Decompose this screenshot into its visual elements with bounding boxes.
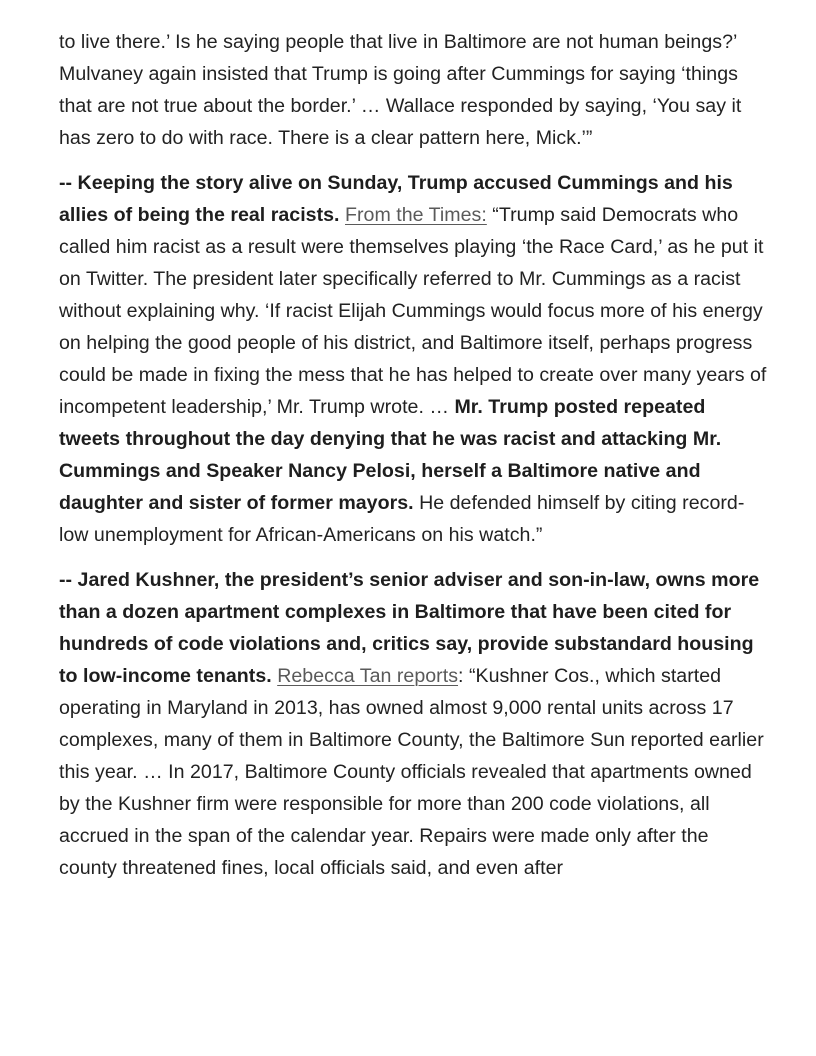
- article-body: [59, 26, 769, 897]
- rebecca-tan-reports-link[interactable]: Rebecca Tan reports: [277, 665, 459, 687]
- paragraph-text: “Trump said Democrats who called him racist as a result were themselves playing ‘the Race Card,’ as he put it on Twitter. The president later specifically referred to Mr. Cummings as a racist without explaining why. ‘If racist Elijah Cummings would focus more of his energy on helping the good people of his district, and Baltimore itself, perhaps progress could be made in fixing the mess that he has helped to create over many years of incompetent leadership,’ Mr. Trump wrote. …: [59, 204, 767, 418]
- paragraph-text: He defended himself by citing record-low unemployment for African-Americans on his watch.”: [59, 492, 745, 546]
- paragraph-kushner-properties: [59, 564, 769, 884]
- paragraph-mulvaney-wallace: [59, 26, 769, 154]
- paragraph-lead-bold: -- Jared Kushner, the president’s senior adviser and son-in-law, owns more than a dozen apartment complexes in Baltimore that have been cited for hundreds of code violations and, critics say, provide substandard housing to low-income tenants.: [59, 569, 760, 687]
- paragraph-text: : “Kushner Cos., which started operating in Maryland in 2013, has owned almost 9,000 rental units across 17 complexes, many of them in Baltimore County, the Baltimore Sun reported earlier this year. … In 2017, Baltimore County officials revealed that apartments owned by the Kushner firm were responsible for more than 200 code violations, all accrued in the span of the calendar year. Repairs were made only after the county threatened fines, local officials said, and even after: [59, 665, 764, 879]
- paragraph-text: to live there.’ Is he saying people that live in Baltimore are not human beings?’ Mulvaney again insisted that Trump is going after Cummings for saying ‘things that are not true about the border.’ … Wallace responded by saying, ‘You say it has zero to do with race. There is a clear pattern here, Mick.’”: [59, 31, 742, 149]
- paragraph-bold-passage: Mr. Trump posted repeated tweets throughout the day denying that he was racist and attacking Mr. Cummings and Speaker Nancy Pelosi, herself a Baltimore native and daughter and sister of former mayors.: [59, 396, 722, 514]
- paragraph-lead-bold: -- Keeping the story alive on Sunday, Trump accused Cummings and his allies of being the real racists.: [59, 172, 733, 226]
- from-the-times-link[interactable]: From the Times:: [345, 204, 487, 226]
- paragraph-trump-accuses-cummings: [59, 167, 769, 551]
